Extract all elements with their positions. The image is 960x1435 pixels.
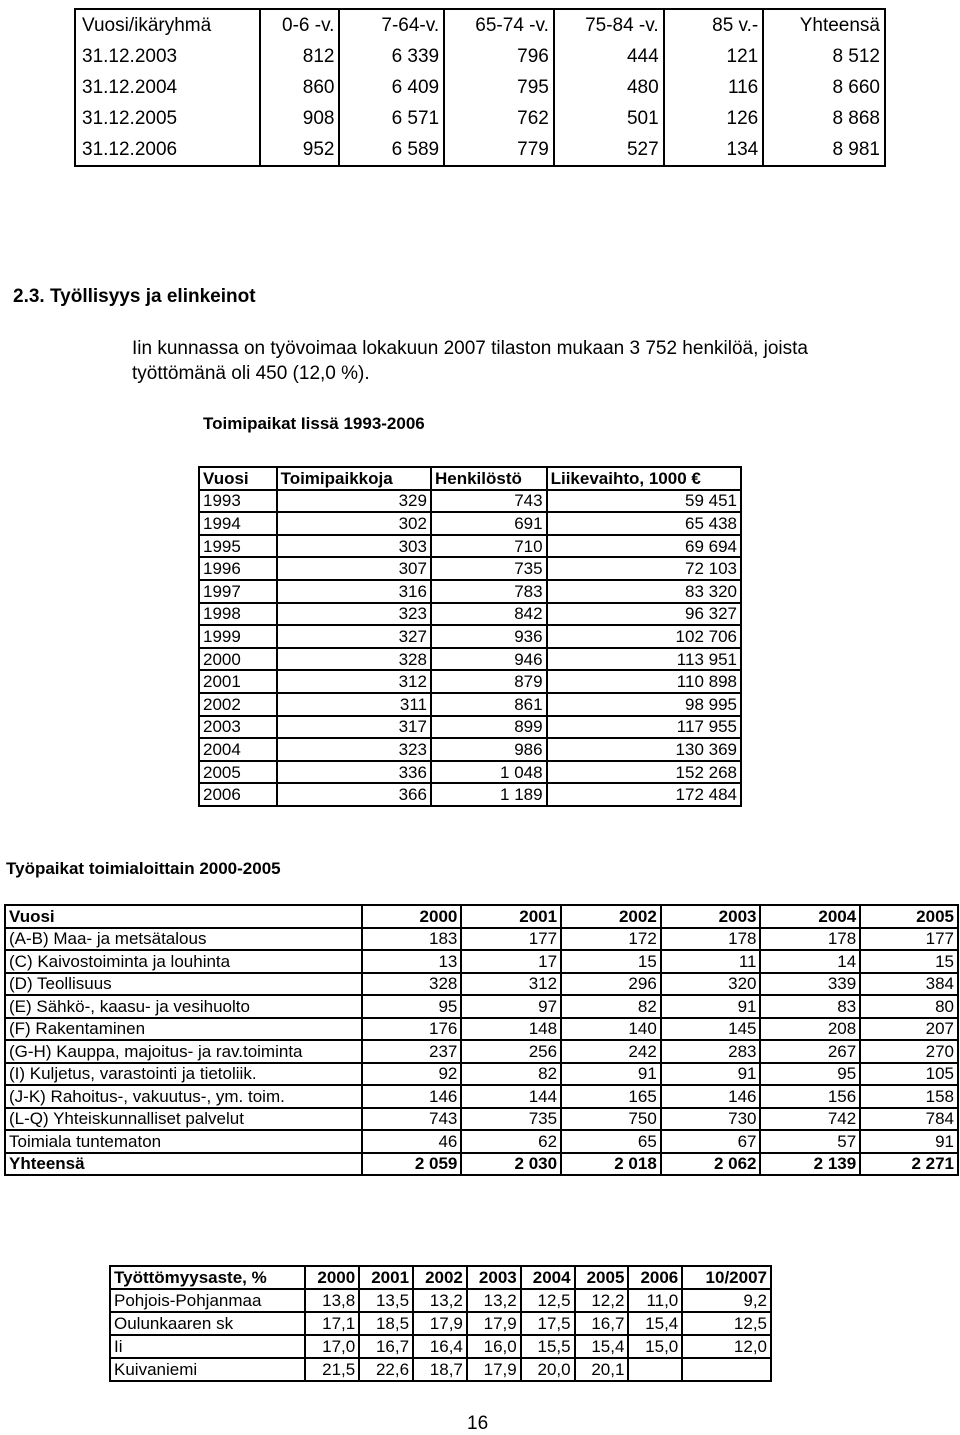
table-cell: 83 <box>760 995 860 1018</box>
table-cell: 444 <box>554 41 664 72</box>
table-cell: 2 062 <box>661 1153 761 1176</box>
table-cell: 20,1 <box>575 1358 629 1381</box>
table-cell: 11,0 <box>628 1289 682 1312</box>
table-cell: 1994 <box>199 512 277 535</box>
table-row <box>5 1085 958 1108</box>
table-row <box>5 1018 958 1041</box>
table-cell: 121 <box>664 41 764 72</box>
table-cell: 91 <box>561 1063 661 1086</box>
table-cell: 2 271 <box>860 1153 958 1176</box>
table-cell: 303 <box>277 535 431 558</box>
table-cell: 320 <box>661 973 761 996</box>
table-cell: 67 <box>661 1130 761 1153</box>
unemployment-rate-table <box>109 1265 772 1382</box>
table-cell: 15 <box>860 950 958 973</box>
table-cell: 176 <box>362 1018 462 1041</box>
table-cell: 329 <box>277 490 431 513</box>
table-cell: 80 <box>860 995 958 1018</box>
table-cell: 177 <box>461 928 561 951</box>
table-cell: 2 139 <box>760 1153 860 1176</box>
table-cell: 17,0 <box>305 1335 359 1358</box>
table-cell: 1 048 <box>431 761 547 784</box>
table-header-row <box>5 905 958 928</box>
table-row <box>110 1312 771 1335</box>
table-cell: 328 <box>277 648 431 671</box>
table-cell: 311 <box>277 693 431 716</box>
table-cell: 327 <box>277 625 431 648</box>
table-cell: 92 <box>362 1063 462 1086</box>
table-cell: 17,5 <box>521 1312 575 1335</box>
table-cell: 879 <box>431 670 547 693</box>
table-cell: 208 <box>760 1018 860 1041</box>
table-row <box>199 535 741 558</box>
table-cell: 796 <box>444 41 554 72</box>
table-cell: 1996 <box>199 557 277 580</box>
table-row <box>199 648 741 671</box>
table-cell: 735 <box>431 557 547 580</box>
workplaces-table <box>198 466 742 807</box>
table-cell: Pohjois-Pohjanmaa <box>110 1289 305 1312</box>
table-cell: 6 571 <box>339 103 444 134</box>
table-cell: 16,7 <box>359 1335 413 1358</box>
table-cell: 178 <box>661 928 761 951</box>
table-cell: 102 706 <box>547 625 741 648</box>
table-cell: 317 <box>277 716 431 739</box>
table-cell: 15,5 <box>521 1335 575 1358</box>
table-cell: 710 <box>431 535 547 558</box>
table-cell: 178 <box>760 928 860 951</box>
table-cell: 82 <box>461 1063 561 1086</box>
jobs-by-industry-table <box>4 904 959 1176</box>
table-cell: 13 <box>362 950 462 973</box>
table-cell: 116 <box>664 72 764 103</box>
table-cell: 17,9 <box>467 1312 521 1335</box>
table-cell: 312 <box>461 973 561 996</box>
table-cell: 312 <box>277 670 431 693</box>
table-cell: 15 <box>561 950 661 973</box>
table-cell: 18,5 <box>359 1312 413 1335</box>
table-cell: 779 <box>444 134 554 166</box>
table-cell: 316 <box>277 580 431 603</box>
table-cell: 8 868 <box>763 103 885 134</box>
table-cell: 17,9 <box>467 1358 521 1381</box>
table-cell: 134 <box>664 134 764 166</box>
table-cell: 908 <box>260 103 340 134</box>
table-cell: Ii <box>110 1335 305 1358</box>
table-cell: 2005 <box>199 761 277 784</box>
table-row <box>199 783 741 806</box>
table-cell: 7-64-v. <box>339 9 444 41</box>
table-cell: (C) Kaivostoiminta ja louhinta <box>5 950 362 973</box>
table-cell: 2004 <box>521 1266 575 1289</box>
table-cell: 183 <box>362 928 462 951</box>
table-cell: 110 898 <box>547 670 741 693</box>
table-cell: Toimipaikkoja <box>277 467 431 490</box>
table-cell: 12,5 <box>521 1289 575 1312</box>
table-cell: 69 694 <box>547 535 741 558</box>
table-cell: 75-84 -v. <box>554 9 664 41</box>
table-cell: 750 <box>561 1108 661 1131</box>
table-cell: 339 <box>760 973 860 996</box>
table-cell: 177 <box>860 928 958 951</box>
table-cell <box>628 1358 682 1381</box>
table-cell: 98 995 <box>547 693 741 716</box>
table-cell: 126 <box>664 103 764 134</box>
jobs-table-body <box>5 905 958 1175</box>
table-cell: 207 <box>860 1018 958 1041</box>
table-cell: 146 <box>362 1085 462 1108</box>
table-row <box>5 950 958 973</box>
table-cell: 15,4 <box>628 1312 682 1335</box>
table-cell: 2 059 <box>362 1153 462 1176</box>
table-row <box>110 1358 771 1381</box>
table-row <box>75 134 885 166</box>
table-cell: 6 339 <box>339 41 444 72</box>
unemployment-table-body <box>110 1266 771 1381</box>
table-cell: 31.12.2005 <box>75 103 260 134</box>
section-paragraph <box>132 336 932 386</box>
table-cell: 2002 <box>561 905 661 928</box>
table-cell: 148 <box>461 1018 561 1041</box>
table-cell: 2002 <box>199 693 277 716</box>
table-cell: 527 <box>554 134 664 166</box>
table-cell: 2005 <box>575 1266 629 1289</box>
table-cell: 1998 <box>199 603 277 626</box>
table-row <box>110 1335 771 1358</box>
table-cell: 2001 <box>461 905 561 928</box>
table-cell: 328 <box>362 973 462 996</box>
table-cell: 95 <box>760 1063 860 1086</box>
table-cell: 83 320 <box>547 580 741 603</box>
table-cell: 743 <box>431 490 547 513</box>
table-header-row <box>199 467 741 490</box>
table-row <box>5 928 958 951</box>
table-cell: 842 <box>431 603 547 626</box>
table-row <box>75 72 885 103</box>
table-cell: 65 438 <box>547 512 741 535</box>
table-cell: 283 <box>661 1040 761 1063</box>
table-cell: 2003 <box>199 716 277 739</box>
table-cell: 1997 <box>199 580 277 603</box>
table-cell: 899 <box>431 716 547 739</box>
table-cell: 8 981 <box>763 134 885 166</box>
table-cell: 17,1 <box>305 1312 359 1335</box>
table-cell: 31.12.2006 <box>75 134 260 166</box>
table-cell: 784 <box>860 1108 958 1131</box>
table-cell: 13,8 <box>305 1289 359 1312</box>
table-cell: 15,0 <box>628 1335 682 1358</box>
table-row <box>199 625 741 648</box>
table-cell: 735 <box>461 1108 561 1131</box>
table-cell <box>682 1358 771 1381</box>
table-cell: 18,7 <box>413 1358 467 1381</box>
table-cell: Vuosi/ikäryhmä <box>75 9 260 41</box>
table-cell: 97 <box>461 995 561 1018</box>
table-row <box>75 103 885 134</box>
table-cell: 2000 <box>199 648 277 671</box>
table-cell: 59 451 <box>547 490 741 513</box>
table-cell: (L-Q) Yhteiskunnalliset palvelut <box>5 1108 362 1131</box>
table-row <box>199 670 741 693</box>
workplaces-table-caption: Toimipaikat Iissä 1993-2006 <box>203 414 425 433</box>
table-cell: 302 <box>277 512 431 535</box>
table-cell: 46 <box>362 1130 462 1153</box>
table-row <box>110 1289 771 1312</box>
table-cell: 16,4 <box>413 1335 467 1358</box>
table-cell: 65-74 -v. <box>444 9 554 41</box>
table-cell: 2006 <box>628 1266 682 1289</box>
table-cell: (D) Teollisuus <box>5 973 362 996</box>
jobs-table-caption: Työpaikat toimialoittain 2000-2005 <box>6 859 281 878</box>
table-cell: (F) Rakentaminen <box>5 1018 362 1041</box>
table-cell: 8 512 <box>763 41 885 72</box>
page-number: 16 <box>467 1413 489 1434</box>
table-row <box>199 693 741 716</box>
table-row <box>199 557 741 580</box>
table-cell: 14 <box>760 950 860 973</box>
table-cell: 0-6 -v. <box>260 9 340 41</box>
table-cell: 12,5 <box>682 1312 771 1335</box>
table-cell: 85 v.- <box>664 9 764 41</box>
table-row <box>199 603 741 626</box>
table-cell: 270 <box>860 1040 958 1063</box>
table-cell: 2005 <box>860 905 958 928</box>
table-cell: 237 <box>362 1040 462 1063</box>
table-cell: 2000 <box>305 1266 359 1289</box>
table-cell: 2004 <box>760 905 860 928</box>
table-cell: 31.12.2004 <box>75 72 260 103</box>
table-cell: 172 <box>561 928 661 951</box>
table-cell: 15,4 <box>575 1335 629 1358</box>
table-row <box>199 716 741 739</box>
table-cell: 62 <box>461 1130 561 1153</box>
table-cell: 730 <box>661 1108 761 1131</box>
table-cell: 82 <box>561 995 661 1018</box>
table-cell: 501 <box>554 103 664 134</box>
population-age-table <box>74 8 886 167</box>
table-cell: (I) Kuljetus, varastointi ja tietoliik. <box>5 1063 362 1086</box>
table-cell: 158 <box>860 1085 958 1108</box>
table-cell: 11 <box>661 950 761 973</box>
table-cell: 17,9 <box>413 1312 467 1335</box>
table-row <box>5 973 958 996</box>
table-cell: 986 <box>431 738 547 761</box>
table-cell: 91 <box>661 1063 761 1086</box>
table-cell: 144 <box>461 1085 561 1108</box>
table-cell: 743 <box>362 1108 462 1131</box>
table-cell: 130 369 <box>547 738 741 761</box>
table-cell: 952 <box>260 134 340 166</box>
table-cell: Kuivaniemi <box>110 1358 305 1381</box>
table-cell: 12,0 <box>682 1335 771 1358</box>
table-header-row <box>75 9 885 41</box>
table-cell: 1995 <box>199 535 277 558</box>
table-cell: 13,5 <box>359 1289 413 1312</box>
table-row <box>5 995 958 1018</box>
table-cell: 860 <box>260 72 340 103</box>
table-row <box>199 490 741 513</box>
table-cell: 165 <box>561 1085 661 1108</box>
table-cell: 480 <box>554 72 664 103</box>
table-cell: 2001 <box>199 670 277 693</box>
table-cell: 6 409 <box>339 72 444 103</box>
table-cell: (G-H) Kauppa, majoitus- ja rav.toiminta <box>5 1040 362 1063</box>
table-row <box>199 738 741 761</box>
table-cell: 2003 <box>467 1266 521 1289</box>
table-cell: Yhteensä <box>763 9 885 41</box>
table-cell: Vuosi <box>5 905 362 928</box>
table-row <box>5 1108 958 1131</box>
table-cell: 323 <box>277 738 431 761</box>
table-cell: (J-K) Rahoitus-, vakuutus-, ym. toim. <box>5 1085 362 1108</box>
table-cell: Toimiala tuntematon <box>5 1130 362 1153</box>
paragraph-line-1: Iin kunnassa on työvoimaa lokakuun 2007 tilaston mukaan 3 752 henkilöä, joista <box>132 338 808 359</box>
table-cell: 296 <box>561 973 661 996</box>
table-cell: Yhteensä <box>5 1153 362 1176</box>
table-cell: 17 <box>461 950 561 973</box>
table-cell: 156 <box>760 1085 860 1108</box>
table-cell: Liikevaihto, 1000 € <box>547 467 741 490</box>
population-age-table-body <box>75 9 885 166</box>
table-cell: 16,7 <box>575 1312 629 1335</box>
table-cell: 2 018 <box>561 1153 661 1176</box>
table-cell: 366 <box>277 783 431 806</box>
table-cell: 12,2 <box>575 1289 629 1312</box>
workplaces-table-body <box>199 467 741 806</box>
table-row <box>199 761 741 784</box>
table-cell: 2000 <box>362 905 462 928</box>
table-cell: 936 <box>431 625 547 648</box>
table-cell: 57 <box>760 1130 860 1153</box>
table-cell: 2 030 <box>461 1153 561 1176</box>
table-cell: 742 <box>760 1108 860 1131</box>
table-cell: 91 <box>860 1130 958 1153</box>
table-cell: 96 327 <box>547 603 741 626</box>
table-cell: 145 <box>661 1018 761 1041</box>
section-heading: 2.3. Työllisyys ja elinkeinot <box>13 286 256 307</box>
table-cell: 21,5 <box>305 1358 359 1381</box>
table-row <box>199 580 741 603</box>
table-cell: 2002 <box>413 1266 467 1289</box>
table-cell: 1993 <box>199 490 277 513</box>
table-row <box>5 1153 958 1176</box>
table-cell: 307 <box>277 557 431 580</box>
table-cell: 9,2 <box>682 1289 771 1312</box>
table-cell: 795 <box>444 72 554 103</box>
table-cell: 1 189 <box>431 783 547 806</box>
table-cell: (E) Sähkö-, kaasu- ja vesihuolto <box>5 995 362 1018</box>
table-row <box>5 1130 958 1153</box>
table-header-row <box>110 1266 771 1289</box>
table-cell: 861 <box>431 693 547 716</box>
table-cell: 95 <box>362 995 462 1018</box>
table-cell: 16,0 <box>467 1335 521 1358</box>
table-cell: 336 <box>277 761 431 784</box>
table-cell: 20,0 <box>521 1358 575 1381</box>
table-cell: 105 <box>860 1063 958 1086</box>
table-cell: 242 <box>561 1040 661 1063</box>
table-cell: 783 <box>431 580 547 603</box>
table-cell: Työttömyysaste, % <box>110 1266 305 1289</box>
table-cell: 8 660 <box>763 72 885 103</box>
table-cell: 946 <box>431 648 547 671</box>
table-cell: 267 <box>760 1040 860 1063</box>
table-cell: 13,2 <box>467 1289 521 1312</box>
table-row <box>5 1063 958 1086</box>
table-cell: 72 103 <box>547 557 741 580</box>
table-cell: 117 955 <box>547 716 741 739</box>
table-cell: 1999 <box>199 625 277 648</box>
table-cell: 2003 <box>661 905 761 928</box>
table-cell: 762 <box>444 103 554 134</box>
table-cell: 2004 <box>199 738 277 761</box>
table-cell: 152 268 <box>547 761 741 784</box>
table-cell: 2006 <box>199 783 277 806</box>
table-cell: 10/2007 <box>682 1266 771 1289</box>
table-cell: 31.12.2003 <box>75 41 260 72</box>
table-cell: 13,2 <box>413 1289 467 1312</box>
table-cell: Oulunkaaren sk <box>110 1312 305 1335</box>
table-cell: 146 <box>661 1085 761 1108</box>
table-row <box>5 1040 958 1063</box>
table-cell: 140 <box>561 1018 661 1041</box>
table-cell: 256 <box>461 1040 561 1063</box>
table-cell: 22,6 <box>359 1358 413 1381</box>
table-cell: 323 <box>277 603 431 626</box>
table-cell: 172 484 <box>547 783 741 806</box>
table-cell: Henkilöstö <box>431 467 547 490</box>
table-cell: 65 <box>561 1130 661 1153</box>
table-cell: 691 <box>431 512 547 535</box>
table-row <box>75 41 885 72</box>
table-cell: 6 589 <box>339 134 444 166</box>
table-cell: Vuosi <box>199 467 277 490</box>
table-row <box>199 512 741 535</box>
paragraph-line-2: työttömänä oli 450 (12,0 %). <box>132 363 370 384</box>
table-cell: 113 951 <box>547 648 741 671</box>
table-cell: 2001 <box>359 1266 413 1289</box>
table-cell: 812 <box>260 41 340 72</box>
table-cell: 91 <box>661 995 761 1018</box>
table-cell: 384 <box>860 973 958 996</box>
table-cell: (A-B) Maa- ja metsätalous <box>5 928 362 951</box>
